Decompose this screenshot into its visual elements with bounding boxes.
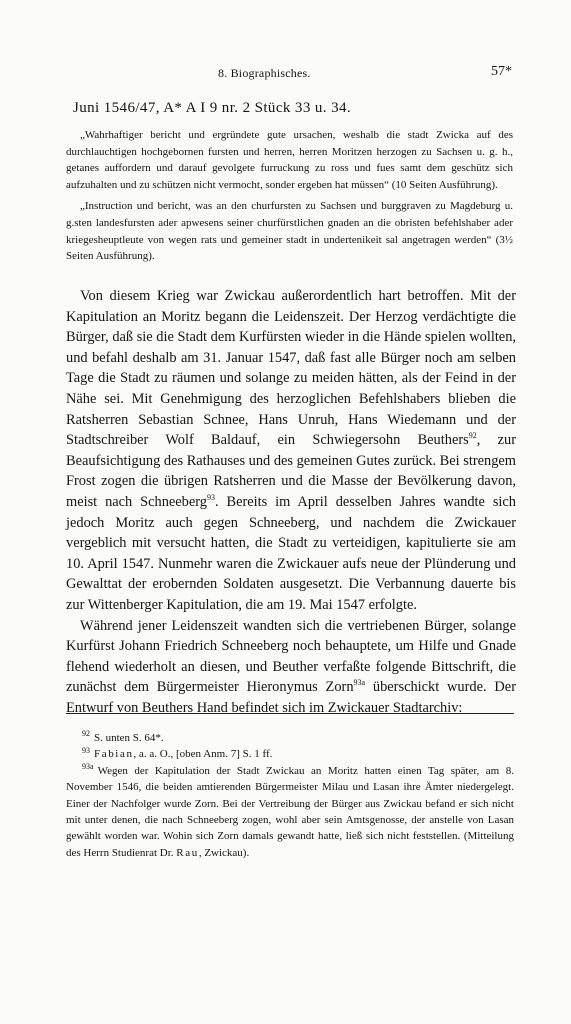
body-text <box>66 286 516 718</box>
quoted-documents <box>66 127 513 270</box>
footnote-name: Rau <box>176 846 199 859</box>
footnote-text: S. unten S. 64*. <box>94 732 164 744</box>
quote-paragraph: „Wahrhaftiger bericht und ergründete gute ursachen, weshalb die stadt Zwicka auf des durchlauchtigen hochgebornen fursten und herren, herren Moritzen herzogen zu Sachsen u. g. h., getanes auffordern und darauf gevolgete furruckung zu ross und fues samt dem geschütz sich aufzuhalten und zu schützen nicht vermocht, sonder ergeben hat müssen“ (10 Seiten Ausführung). <box>66 129 513 191</box>
quote-paragraph: „Instruction und bericht, was an den churfursten zu Sachsen und burggraven zu Magdeburg u. g.sten landesfursten ader apwesens seiner churfürstlichen gnaden an die obristen befehlshaber ader kriegesheuptleute von wegen rats und gemeiner stadt in undertenikeit sal angetragen werden“ (3½ Seiten Ausführung). <box>66 200 513 263</box>
footnote-marker: 93a <box>82 762 94 772</box>
footnote-text: , Zwickau). <box>198 846 250 859</box>
footnote-reference[interactable]: 93a <box>353 678 366 688</box>
footnote-marker: 93 <box>82 745 90 755</box>
footnote <box>66 763 514 861</box>
footnote-marker: 92 <box>82 729 90 739</box>
paragraph-text: , zur Beaufsichtigung des Rathauses und des gemeinen Gutes zurück. Bei strengem Frost zogen die übrigen Ratsherren und die Masse der Bevölkerung davon, meist nach Schneeberg <box>66 432 516 510</box>
page-number: 57* <box>491 64 512 79</box>
footnote <box>66 746 514 762</box>
footnote-author: Fabian <box>94 748 134 761</box>
paragraph-text: . Bereits im April desselben Jahres wandte sich jedoch Moritz auch gegen Schneeberg, und nachdem die Zwickauer vergeblich mit versucht hatten, die Stadt zu verteidigen, kapitulierte sie am 10. April 1547. Nunmehr waren die Zwickauer aufs neue der Plünderung und Gewalttat der erobernden Soldaten ausgesetzt. Die Verbannung dauerte bis zur Wittenberger Kapitulation, die am 19. Mai 1547 erfolgte. <box>66 493 517 613</box>
paragraph-text: Von diesem Krieg war Zwickau außerordentlich hart betroffen. Mit der Kapitulation an Moritz begann die Leidenszeit. Der Herzog verdächtigte die Bürger, daß sie die Stadt dem Kurfürsten wieder in die Hände spielen wollten, und befahl deshalb am 31. Januar 1547, daß fast alle Bürger noch am selben Tage die Stadt zu räumen und solange zu meiden hätten, als der Feind in der Nähe sei. Mit Genehmigung des herzoglichen Befehlshabers blieben die Ratsherren Sebastian Schnee, Hans Unruh, Hans Wiedemann und der Stadtschreiber Wolf Baldauf, ein Schwiegersohn Beuthers <box>66 288 516 449</box>
footnote <box>66 730 514 746</box>
footnote-reference[interactable]: 92 <box>468 431 477 441</box>
section-heading: Juni 1546/47, A* A I 9 nr. 2 Stück 33 u. 34. <box>73 100 352 116</box>
paragraph-text: Während jener Leidenszeit wandten sich die vertriebenen Bürger, solange Kurfürst Johann Friedrich Schneeberg noch behauptete, um Hilfe und Gnade flehend wiederholt an diesen, und Beuther verfaßte folgende Bittschrift, die zunächst dem Bürgermeister Hieronymus Zorn <box>66 617 516 696</box>
footnote-text: , a. a. O., [oben Anm. 7] S. 1 ff. <box>133 748 273 761</box>
body-paragraph <box>66 616 516 719</box>
footnote-reference[interactable]: 93 <box>207 493 215 503</box>
paragraph-text: überschickt wurde. Der Entwurf von Beuthers Hand befindet sich im Zwickauer Stadtarchiv: <box>66 679 516 716</box>
body-paragraph <box>66 286 516 616</box>
running-head: 8. Biographisches. <box>218 66 311 80</box>
footnote-text: Wegen der Kapitulation der Stadt Zwickau an Moritz hatten einen Tag später, am 8. November 1546, die beiden amtierenden Bürgermeister Milau und Lasan ihre Ämter niedergelegt. Einer der Nachfolger wurde Zorn. Bei der Vertreibung der Bürger aus Zwickau befand er sich nicht mit unter denen, die nach Schneeberg zogen, wohl aber sein Amtsgenosse, der anstelle von Lasan gewählt worden war. Wohin sich Zorn damals gewandt hatte, ließ sich nicht feststellen. (Mitteilung des Herrn Studienrat Dr. <box>66 764 514 859</box>
footnotes <box>66 730 514 861</box>
footnote-divider <box>66 713 514 714</box>
